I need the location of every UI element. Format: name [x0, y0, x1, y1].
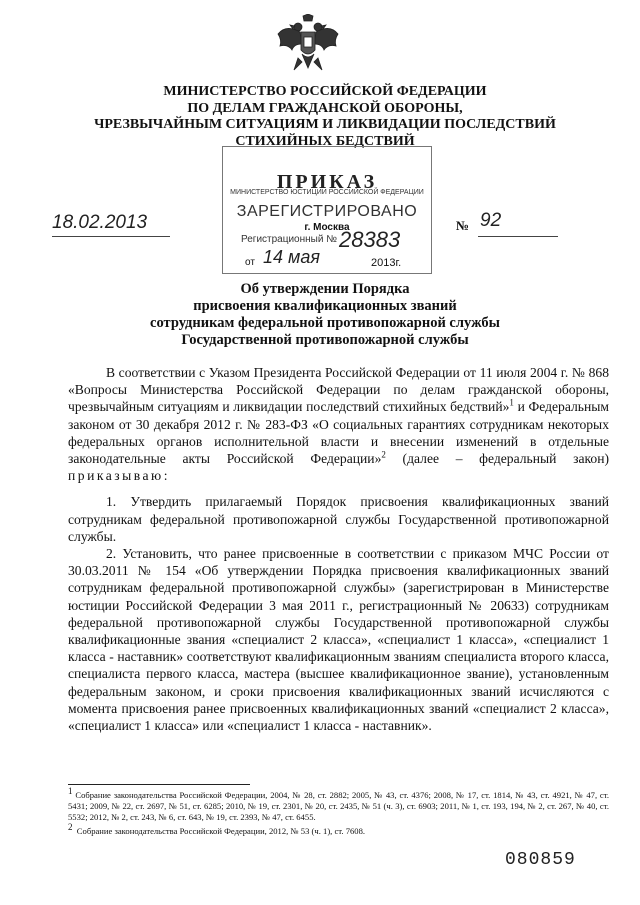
ministry-line: ПО ДЕЛАМ ГРАЖДАНСКОЙ ОБОРОНЫ, — [187, 100, 463, 116]
stamp-city: г. Москва — [304, 222, 350, 233]
stamp-reg-label: Регистрационный № — [241, 234, 337, 245]
ministry-line: МИНИСТЕРСТВО РОССИЙСКОЙ ФЕДЕРАЦИИ — [163, 84, 487, 99]
item-2: 2. Установить, что ранее присвоенные в соответствии с приказом МЧС России от 30.03.2011 № 154 «Об утверждении Порядка присвоения квалификационных званий сотрудникам федеральной противопожарной службы» (зарегистрирован в Министерстве юстиции Российской Федерации 3 мая 2011 г., регистрационный № 20633) сотрудникам федеральной противопожарной службы Государственной противопожарной службы квалификационные звания «специалист 2 класса», «специалист 1 класса», «специалист 1 класса - наставник» соответствуют квалификационным званиям специалиста второго класса, специалиста первого класса, мастера (высшее квалификационное звание), установленным федеральным законом, и сроки присвоения квалификационных званий исчисляются с момента присвоения ранее присвоенных квалификационных званий «специалист 2 класса», «специалист 1 класса» или «специалист 1 класса - наставник». — [68, 546, 609, 734]
stamp-reg-number: 28383 — [339, 227, 401, 252]
ministry-name — [60, 84, 590, 150]
footnote — [68, 821, 609, 837]
footnote-text: Собрание законодательства Российской Федерации, 2004, № 28, ст. 2882; 2005, № 43, ст. 4376; 2008, № 17, ст. 1814, № 43, ст. 4921, № 47, ст. 5431; 2009, № 22, ст. 2697, № 51, ст. 6285; 2010, № 19, ст. 2301, № 20, ст. 2435, № 51 (ч. 3), ст. 6903; 2011, № 1, ст. 193, 194, № 2, ст. 267, № 40, ст. 5532; 2012, № 2, ст. 243, № 6, ст. 643, № 19, ст. 2393, № 47, ст. 6455. — [68, 790, 609, 823]
title-line: Государственной противопожарной службы — [181, 332, 469, 348]
footnotes — [68, 786, 609, 839]
title-line: присвоения квалификационных званий — [193, 298, 457, 314]
registration-stamp — [222, 146, 432, 274]
order-date: 18.02.2013 — [52, 212, 148, 233]
footnote-mark: 1 — [68, 786, 73, 797]
decree-word: приказываю: — [68, 468, 170, 484]
footnote-mark: 1 — [509, 397, 514, 408]
double-headed-eagle-emblem-icon — [276, 14, 340, 76]
preamble-paragraph — [68, 364, 609, 484]
stamp-year: 2013г. — [371, 257, 402, 269]
serial-number: 080859 — [505, 850, 576, 870]
stamp-from-label: от — [245, 257, 255, 268]
stamp-ministry-small: МИНИСТЕРСТВО ЮСТИЦИИ РОССИЙСКОЙ ФЕДЕРАЦИИ — [230, 189, 424, 196]
title-line: Об утверждении Порядка — [240, 281, 410, 297]
order-number-label: № — [456, 218, 470, 233]
order-number: 92 — [480, 210, 502, 231]
title-line: сотрудникам федеральной противопожарной службы — [150, 315, 500, 331]
ministry-line: СТИХИЙНЫХ БЕДСТВИЙ — [235, 133, 415, 149]
order-number-underline — [478, 236, 558, 237]
stamp-reg-date: 14 мая — [263, 247, 320, 267]
order-body — [68, 364, 609, 734]
item-1: 1. Утвердить прилагаемый Порядок присвоения квалификационных званий сотрудникам федеральной противопожарной службы Государственной противопожарной службы. — [68, 494, 609, 544]
order-date-underline — [52, 236, 170, 237]
footnote — [68, 786, 609, 824]
stamp-registered: ЗАРЕГИСТРИРОВАНО — [236, 203, 418, 220]
preamble-text: и Федеральным законом от 30 декабря 2012 г. № 283-ФЗ «О социальных гарантиях сотрудникам некоторых федеральных органов исполнительной власти и внесении изменений в отдельные законодательные акты Российской Федерации» — [68, 399, 609, 467]
ministry-line: ЧРЕЗВЫЧАЙНЫМ СИТУАЦИЯМ И ЛИКВИДАЦИИ ПОСЛЕДСТВИЙ — [94, 117, 556, 132]
footnote-mark: 2 — [68, 821, 73, 832]
order-heading: ПРИКАЗ — [276, 171, 378, 193]
footnote-divider — [68, 784, 250, 785]
preamble-text: В соответствии с Указом Президента Российской Федерации от 11 июля 2004 г. № 868 «Вопросы Министерства Российской Федерации по делам гражданской обороны, чрезвычайным ситуациям и ликвидации последствий стихийных бедствий» — [68, 365, 609, 415]
footnote-text: Собрание законодательства Российской Федерации, 2012, № 53 (ч. 1), ст. 7608. — [76, 825, 366, 836]
footnote-mark: 2 — [381, 449, 386, 460]
preamble-text: (далее – федеральный закон) — [385, 451, 609, 467]
order-title — [60, 281, 590, 349]
